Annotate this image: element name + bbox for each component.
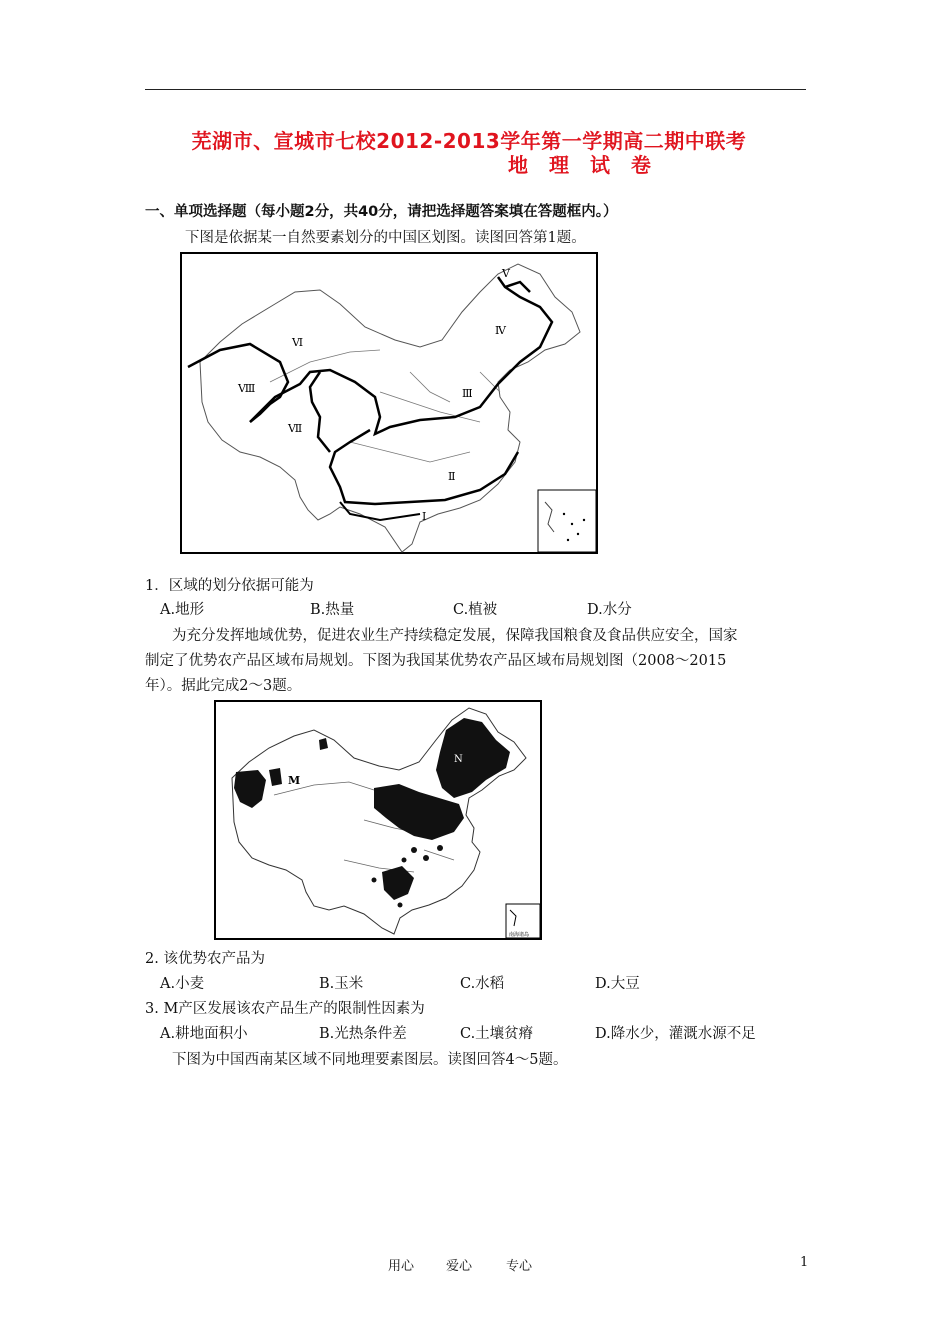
q3-option-c: C.土壤贫瘠 [460, 1026, 534, 1042]
region-label-m: M [288, 774, 301, 787]
region-label-i: Ⅰ [422, 510, 427, 523]
q1-option-c: C.植被 [453, 602, 498, 618]
q2-option-a: A.小麦 [160, 976, 205, 992]
exam-subtitle: 地 理 试 卷 [508, 153, 658, 177]
q1-option-a: A.地形 [160, 602, 205, 618]
footer-slogan-3: 专心 [506, 1259, 533, 1274]
section-heading: 一、单项选择题（每小题2分，共40分，请把选择题答案填在答题框内。） [145, 204, 618, 220]
region-label-v: Ⅴ [502, 267, 510, 280]
region-label-viii: Ⅷ [238, 382, 256, 395]
header-rule [145, 89, 806, 90]
footer-slogan-1: 用心 [388, 1259, 415, 1274]
q3-option-a: A.耕地面积小 [160, 1026, 248, 1042]
q3-stem: 3. M产区发展该农产品生产的限制性因素为 [145, 1001, 425, 1017]
map2-intro-line2: 制定了优势农产品区域布局规划。下图为我国某优势农产品区域布局规划图（2008～2015 [145, 653, 727, 669]
crop-distribution-map [214, 700, 542, 940]
region-label-vii: Ⅶ [288, 422, 303, 435]
inset-caption: 南海诸岛 [509, 932, 530, 938]
map2-intro-line3: 年）。据此完成2～3题。 [145, 678, 302, 694]
china-region-map [180, 252, 598, 554]
q2-option-b: B.玉米 [319, 976, 364, 992]
q3-option-b: B.光热条件差 [319, 1026, 407, 1042]
map1-intro: 下图是依据某一自然要素划分的中国区划图。读图回答第1题。 [185, 230, 586, 246]
q2-option-c: C.水稻 [460, 976, 505, 992]
region-label-ii: Ⅱ [448, 470, 456, 483]
q3-option-d: D.降水少，灌溉水源不足 [595, 1026, 756, 1042]
region-label-iv: Ⅳ [495, 324, 506, 337]
region-label-n: N [454, 754, 463, 765]
region-label-iii: Ⅲ [462, 387, 473, 400]
exam-title: 芜湖市、宣城市七校2012-2013学年第一学期高二期中联考 [191, 129, 747, 153]
q2-option-d: D.大豆 [595, 976, 640, 992]
map2-intro-line1: 为充分发挥地域优势，促进农业生产持续稳定发展，保障我国粮食及食品供应安全，国家 [172, 628, 738, 644]
page-number: 1 [800, 1255, 809, 1270]
map3-intro: 下图为中国西南某区域不同地理要素图层。读图回答4～5题。 [172, 1052, 568, 1068]
q1-stem: 1．区域的划分依据可能为 [145, 578, 314, 594]
footer-slogan-2: 爱心 [446, 1259, 473, 1274]
q1-option-b: B.热量 [310, 602, 355, 618]
region-label-vi: Ⅵ [292, 336, 304, 349]
q1-option-d: D.水分 [587, 602, 632, 618]
q2-stem: 2. 该优势农产品为 [145, 951, 265, 967]
